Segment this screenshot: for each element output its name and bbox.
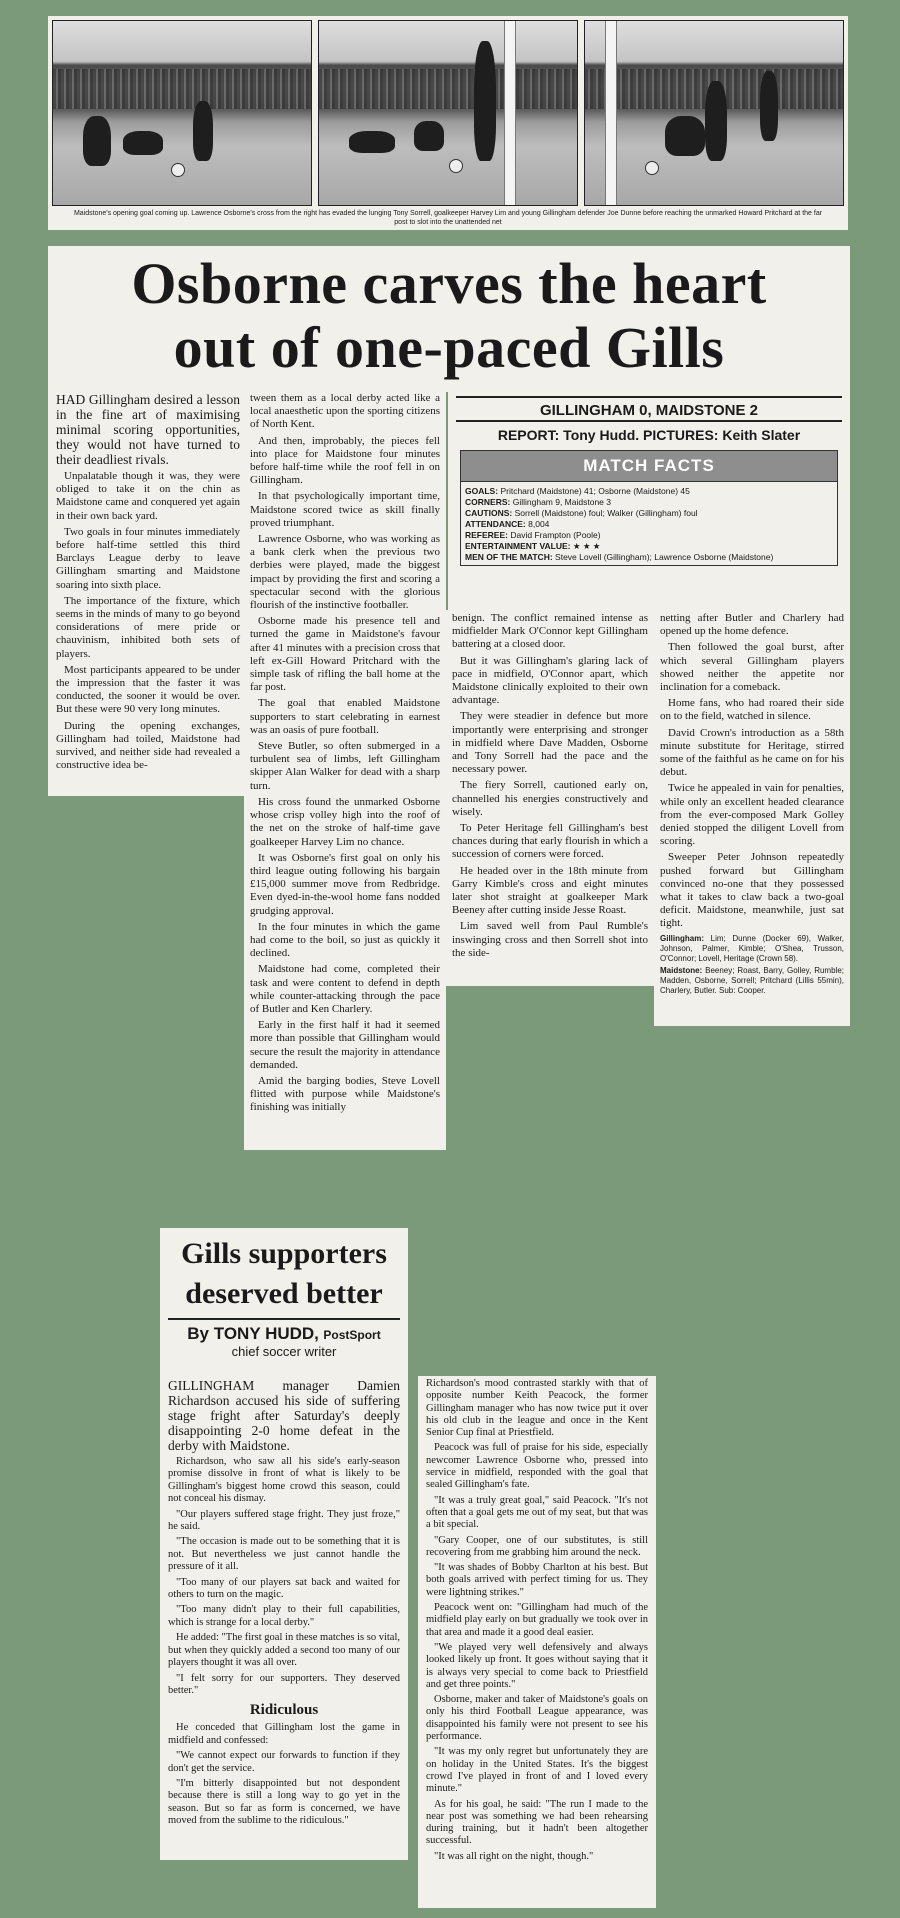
article2-col2-para: Peacock went on: "Gillingham had much of the midfield play early on but gradually we took over in that area and made it a good deal easier.: [426, 1602, 648, 1638]
article2-col2-para: "It was a truly great goal," said Peacock. "It's not often that a goal gets me out of my seat, but that was a bit special.: [426, 1494, 648, 1531]
article1-col2-para: Lawrence Osborne, who was working as a bank clerk when the previous two derbies were played, made the biggest impact by providing the first and scoring a spectacular second with the glorious flourish of the instinctive footballer.: [250, 533, 440, 612]
article1-col2-para: And then, improbably, the pieces fell into place for Maidstone four minutes before half-time while the roof fell in on Gillingham.: [250, 434, 440, 487]
article2-col1-para: "Too many of our players sat back and waited for others to turn on the magic.: [168, 1576, 400, 1601]
match-photo-3: [584, 20, 844, 206]
article1-col2-para: In that psychologically important time, Maidstone scored twice as skill finally proved triumphant.: [250, 490, 440, 529]
article2-col1-para: "We cannot expect our forwards to function if they don't get the service.: [168, 1750, 400, 1774]
article2-col2-para: As for his goal, he said: "The run I made to the near post was something we had been rehearsing during training, but it hadn't been altogether successful.: [426, 1798, 648, 1847]
article1-col2-para: Maidstone had come, completed their task and were content to defend in depth while counter-attacking through the pace of Butler and Ken Charlery.: [250, 963, 440, 1015]
match-score: GILLINGHAM 0, MAIDSTONE 2: [456, 396, 842, 420]
article1-col2-para: His cross found the unmarked Osborne whose crisp volley high into the roof of the net on the stroke of half-time gave goalkeeper Harvey Lim no chance.: [250, 795, 440, 848]
headline-block: [48, 246, 850, 392]
article1-column-3: [446, 610, 654, 986]
article2-header: [160, 1228, 408, 1376]
article1-col1-para: HAD Gillingham desired a lesson in the fine art of maximising minimal scoring opportunities, they would not have turned to their deadliest rivals.: [56, 392, 240, 467]
match-photo-2: [318, 20, 578, 206]
article1-col2-para: In the four minutes in which the game had come to the boil, so just as quickly it declined.: [250, 920, 440, 960]
article2-col1-para: Richardson, who saw all his side's early-season promise dissolve in front of what is likely to be Gillingham's biggest home crowd this season, could not conceal his dismay.: [168, 1456, 400, 1505]
article2-col1-para: "I'm bitterly disappointed but not despondent because there is still a long way to go yet in the season. But so far as form is concerned, we have moved from the sublime to the ridiculous.": [168, 1777, 400, 1827]
article2-col1-para: "Too many didn't play to their full capabilities, which is strange for a local derby.": [168, 1604, 400, 1628]
article2-headline-line-1: Gills supporters: [181, 1237, 387, 1270]
article2-col2-para: "It was my only regret but unfortunately they are on holiday in the United States. It's the biggest crowd I've played in front of and I loved every minute.": [426, 1746, 648, 1795]
article2-col1-para: "Our players suffered stage fright. They just froze," he said.: [168, 1508, 400, 1533]
photo-caption: Maidstone's opening goal coming up. Lawrence Osborne's cross from the right has evaded the lunging Tony Sorrell, goalkeeper Harvey Lim and young Gillingham defender Joe Dunne before reaching the unmarked Howard Pritchard at the far post to slot into the unattended net: [73, 210, 823, 226]
article1-col1-para: Unpalatable though it was, they were obliged to take it on the chin as Maidstone came and conquered yet again in their own back yard.: [56, 470, 240, 522]
article2-byline: By TONY HUDD, PostSport chief soccer writer: [168, 1318, 400, 1360]
match-photo-1: [52, 20, 312, 206]
team-lineup-gillingham: Gillingham: Lim; Dunne (Docker 69), Walker, Johnson, Palmer, Kimble; O'Shea, Trusson, O'Connor; Lovell, Heritage (Crown 58).: [660, 933, 844, 963]
article1-col4-para: Sweeper Peter Johnson repeatedly pushed forward but Gillingham convinced no-one that they possessed what it takes to claw back a two-goal deficit. Maidstone, meanwhile, just sat tight.: [660, 851, 844, 930]
photo-strip: [48, 16, 848, 230]
article2-col1-para: He added: "The first goal in these matches is so vital, but when they quickly added a second too many of our players thought it was all over.: [168, 1632, 400, 1669]
article1-col1-para: During the opening exchanges, Gillingham had toiled, Maidstone had survived, and neither side had revealed a constructive idea be-: [56, 719, 240, 772]
article1-col3-para: They were steadier in defence but more importantly were enterprising and stronger in midfield where Dave Madden, Osborne and Tony Sorrell had the pace and the necessary power.: [452, 710, 648, 776]
article2-column-1: [160, 1376, 408, 1860]
match-fact-line: GOALS: Pritchard (Maidstone) 41; Osborne (Maidstone) 45: [465, 486, 690, 496]
match-fact-line: CORNERS: Gillingham 9, Maidstone 3: [465, 497, 611, 507]
team-lineup-maidstone: Maidstone: Beeney; Roast, Barry, Golley, Rumble; Madden, Osborne, Sorrell; Pritchard (Lillis 55min), Charlery, Butler. Sub: Cooper.: [660, 965, 844, 995]
article1-col3-para: To Peter Heritage fell Gillingham's best chances during that early flourish in which a succession of corners were forced.: [452, 822, 648, 861]
article2-col2-para: "Gary Cooper, one of our substitutes, is still recovering from me grabbing him around the neck.: [426, 1534, 648, 1558]
article1-col2-para: Osborne made his presence tell and turned the game in Maidstone's favour after 41 minutes with a precision cross that left ex-Gill Howard Pritchard with the simple task of rifling the ball home at the far post.: [250, 615, 440, 694]
article1-col4-para: Twice he appealed in vain for penalties, while only an excellent headed clearance from the ever-composed Mark Golley denied stopped the diligent Lovell from scoring.: [660, 782, 844, 848]
match-fact-line: ATTENDANCE: 8,004: [465, 519, 550, 529]
article2-headline-line-2: deserved better: [185, 1277, 383, 1310]
article1-col2-para: The goal that enabled Maidstone supporters to start celebrating in earnest was an oasis of pure football.: [250, 697, 440, 736]
article1-col1-para: Most participants appeared to be under the impression that the faster it was conducted, the sooner it would be over. But these were 90 very long minutes.: [56, 663, 240, 716]
match-facts-title: MATCH FACTS: [461, 451, 837, 482]
article1-col1-para: Two goals in four minutes immediately before half-time settled this third Barclays League derby to leave Gillingham smarting and Maidstone soaring into sixth place.: [56, 525, 240, 591]
match-facts-panel: [448, 392, 850, 610]
headline-line-2: out of one-paced Gills: [173, 315, 725, 380]
article2-col2-para: Osborne, maker and taker of Maidstone's goals on only his third Football League appearance, was disappointed his family were not present to see his performance.: [426, 1694, 648, 1743]
article1-col4-para: Home fans, who had roared their side on to the field, watched in silence.: [660, 697, 844, 723]
article2-subhead: Ridiculous: [249, 1702, 319, 1719]
article1-col2-para: tween them as a local derby acted like a local anaesthetic upon the sporting citizens of North Kent.: [250, 392, 440, 431]
article1-col3-para: benign. The conflict remained intense as midfielder Mark O'Connor kept Gillingham battering at a closed door.: [452, 612, 648, 651]
article1-col3-para: He headed over in the 18th minute from Garry Kimble's cross and eight minutes later shot straight at goalkeeper Mark Beeney after cutting inside Jesse Roast.: [452, 864, 648, 917]
article1-col3-para: The fiery Sorrell, cautioned early on, channelled his energies constructively and wisely.: [452, 779, 648, 818]
article2-col2-para: Richardson's mood contrasted starkly with that of opposite number Keith Peacock, the former Gillingham manager who has now twice put it over his old club in the league and once in the Kent Senior Cup final at Priestfield.: [426, 1378, 648, 1439]
article2-col1-para: He conceded that Gillingham lost the game in midfield and confessed:: [168, 1722, 400, 1746]
match-fact-line: MEN OF THE MATCH: Steve Lovell (Gillingham); Lawrence Osborne (Maidstone): [465, 552, 774, 562]
article2-col2-para: "It was all right on the night, though.": [434, 1850, 594, 1862]
match-facts-box: [460, 450, 838, 566]
article1-col2-para: Amid the barging bodies, Steve Lovell flitted with purpose while Maidstone's finishing was initially: [250, 1074, 440, 1114]
article1-col1-para: The importance of the fixture, which seems in the minds of many to go beyond considerations of mere pride or chauvinism, inhibited both sets of players.: [56, 594, 240, 660]
article1-col2-para: Early in the first half it had it seemed more than possible that Gillingham would secure the result the majority in attendance demanded.: [250, 1019, 440, 1071]
article2-col1-para: GILLINGHAM manager Damien Richardson accused his side of suffering stage fright after Saturday's deeply disappointing 2-0 home defeat in the derby with Maidstone.: [168, 1378, 400, 1453]
match-fact-line: CAUTIONS: Sorrell (Maidstone) foul; Walker (Gillingham) foul: [465, 508, 698, 518]
article1-col2-para: It was Osborne's first goal on only his third league outing following his bargain £15,000 summer move from Redbridge. Even dyed-in-the-wool home fans nodded grudging approval.: [250, 851, 440, 917]
article2-col1-para: "The occasion is made out to be something that it is not. But nevertheless we just cannot handle the pressure of it all.: [168, 1536, 400, 1573]
article1-col4-para: netting after Butler and Charlery had opened up the home defence.: [660, 612, 844, 638]
article2-col1-para: "I felt sorry for our supporters. They deserved better.": [168, 1672, 400, 1696]
article2-col2-para: "We played very well defensively and always looked likely up front. It goes without saying that it is always very special to come back to Priestfield and get three points.": [426, 1641, 648, 1690]
article1-column-4: [654, 610, 850, 1026]
article1-col4-para: Then followed the goal burst, after which several Gillingham players showed neither the appetite nor inclination for a comeback.: [660, 641, 844, 694]
article1-column-2: [244, 390, 446, 1150]
article2-col2-para: "It was shades of Bobby Charlton at his best. But both goals arrived with perfect timing for us. They were lightning strikes.": [426, 1562, 648, 1598]
report-byline: REPORT: Tony Hudd. PICTURES: Keith Slater: [456, 420, 842, 444]
article2-col2-para: Peacock was full of praise for his side, especially newcomer Lawrence Osborne who, pressed into service in midfield, responded with the goal that sealed Gillingham's fate.: [426, 1442, 648, 1491]
article1-column-1: [48, 390, 244, 796]
match-fact-line: ENTERTAINMENT VALUE: ★ ★ ★: [465, 541, 601, 551]
match-fact-line: REFEREE: David Frampton (Poole): [465, 530, 601, 540]
headline-line-1: Osborne carves the heart: [131, 251, 767, 316]
entertainment-stars: ★ ★ ★: [572, 541, 601, 551]
article1-col4-para: David Crown's introduction as a 58th minute substitute for Heritage, stirred some of the faithful as he came on for his debut.: [660, 726, 844, 779]
article1-col3-para: Lim saved well from Paul Rumble's inswinging cross and then Sorrell shot into the side-: [452, 920, 648, 959]
photo-row: [52, 20, 844, 206]
article1-col2-para: Steve Butler, so often submerged in a turbulent sea of limbs, left Gillingham skipper Alan Walker for dead with a sharp turn.: [250, 740, 440, 792]
article1-col3-para: But it was Gillingham's glaring lack of pace in midfield, O'Connor apart, which Maidstone clinically exploited to their own advantage.: [452, 654, 648, 707]
article2-column-2: [418, 1376, 656, 1908]
